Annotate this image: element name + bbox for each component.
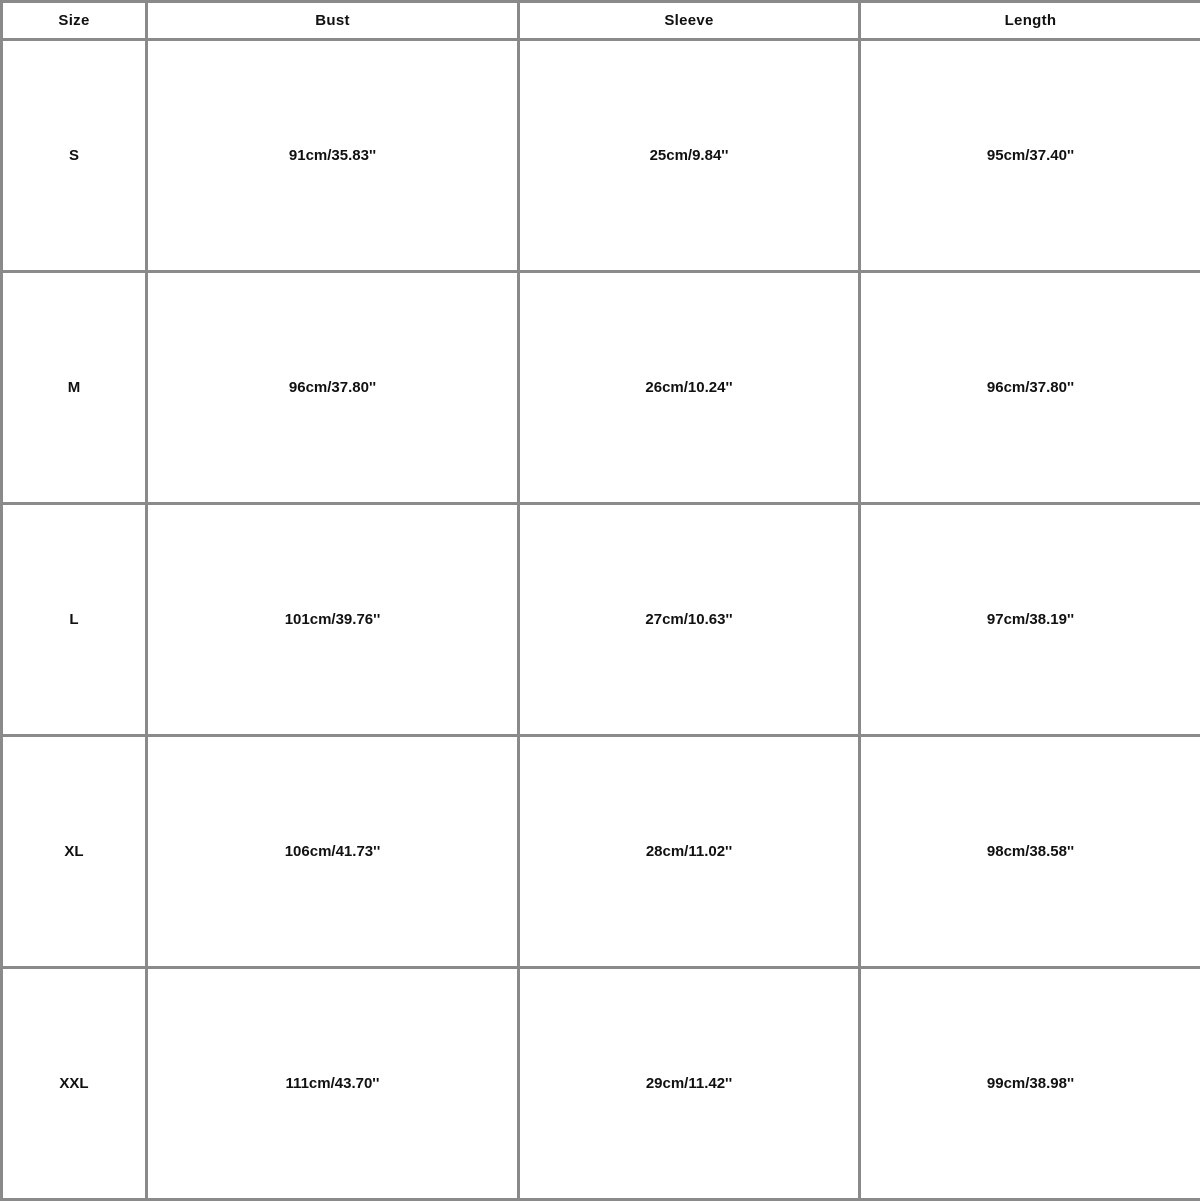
cell-sleeve: 28cm/11.02'': [519, 736, 860, 968]
cell-length: 98cm/38.58'': [860, 736, 1200, 968]
cell-length: 99cm/38.98'': [860, 968, 1200, 1200]
cell-bust: 101cm/39.76'': [147, 504, 519, 736]
table-row: [2, 272, 1200, 504]
cell-size: XL: [2, 736, 147, 968]
cell-length: 97cm/38.19'': [860, 504, 1200, 736]
cell-size: M: [2, 272, 147, 504]
table-row: [2, 736, 1200, 968]
table-body: [2, 40, 1200, 1200]
cell-size: S: [2, 40, 147, 272]
cell-length: 95cm/37.40'': [860, 40, 1200, 272]
cell-size: L: [2, 504, 147, 736]
table-header: [2, 2, 1200, 40]
table-row: [2, 40, 1200, 272]
cell-bust: 111cm/43.70'': [147, 968, 519, 1200]
cell-sleeve: 27cm/10.63'': [519, 504, 860, 736]
cell-bust: 91cm/35.83'': [147, 40, 519, 272]
cell-sleeve: 25cm/9.84'': [519, 40, 860, 272]
cell-bust: 96cm/37.80'': [147, 272, 519, 504]
header-size: Size: [2, 2, 147, 40]
header-bust: Bust: [147, 2, 519, 40]
cell-sleeve: 29cm/11.42'': [519, 968, 860, 1200]
header-sleeve: Sleeve: [519, 2, 860, 40]
header-length: Length: [860, 2, 1200, 40]
cell-bust: 106cm/41.73'': [147, 736, 519, 968]
table-row: [2, 968, 1200, 1200]
header-row: [2, 2, 1200, 40]
table-row: [2, 504, 1200, 736]
cell-sleeve: 26cm/10.24'': [519, 272, 860, 504]
cell-size: XXL: [2, 968, 147, 1200]
cell-length: 96cm/37.80'': [860, 272, 1200, 504]
